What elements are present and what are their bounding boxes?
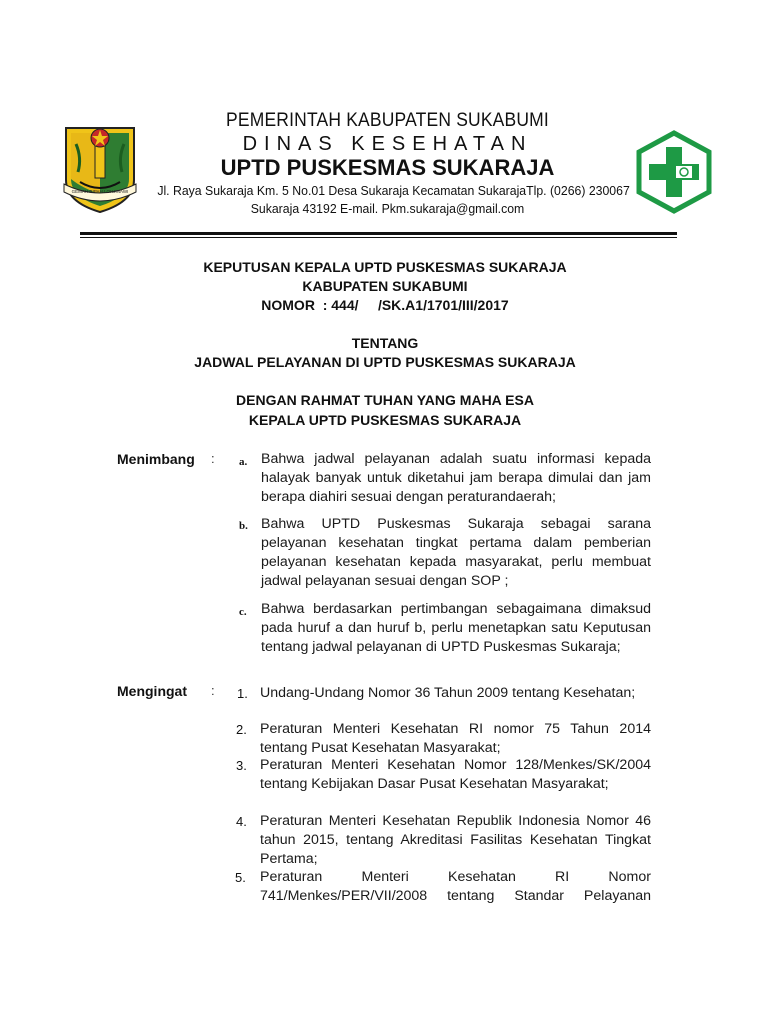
mengingat-colon: : <box>211 683 215 698</box>
government-name: PEMERINTAH KABUPATEN SUKABUMI <box>226 110 549 131</box>
legal-basis-3: Peraturan Menteri Kesehatan Nomor 128/Menkes/SK/2004 tentang Kebijakan Dasar Pusat Kesehatan Masyarakat; <box>260 757 651 792</box>
decree-regency: KABUPATEN SUKABUMI <box>302 278 468 294</box>
legal-basis-number: 4. <box>236 814 247 829</box>
letterhead-divider-thin <box>80 237 677 238</box>
about-label: TENTANG <box>351 335 419 351</box>
decree-title: KEPUTUSAN KEPALA UPTD PUSKESMAS SUKARAJA <box>203 259 567 275</box>
legal-basis-number: 3. <box>236 758 247 773</box>
consideration-c: Bahwa berdasarkan pertimbangan sebagaimana dimaksud pada huruf a dan huruf b, perlu menetapkan satu Keputusan tentang jadwal pelayanan di UPTD Puskesmas Sukaraja; <box>261 601 651 655</box>
consideration-marker: a. <box>239 456 248 468</box>
grace-formula: DENGAN RAHMAT TUHAN YANG MAHA ESA <box>236 392 534 408</box>
decree-number: NOMOR : 444/ /SK.A1/1701/III/2017 <box>261 297 509 313</box>
legal-basis-5: Peraturan Menteri Kesehatan RI Nomor 741/Menkes/PER/VII/2008 tentang Standar Pelayanan <box>260 869 651 904</box>
menimbang-label: Menimbang <box>117 451 195 467</box>
legal-basis-4: Peraturan Menteri Kesehatan Republik Indonesia Nomor 46 tahun 2015, tentang Akreditasi Fasilitas Kesehatan Tingkat Pertama; <box>260 813 651 867</box>
unit-name: UPTD PUSKESMAS SUKARAJA <box>220 155 555 180</box>
menimbang-colon: : <box>211 451 215 466</box>
consideration-marker: b. <box>239 520 248 532</box>
address-line-1: Jl. Raya Sukaraja Km. 5 No.01 Desa Sukaraja Kecamatan SukarajaTlp. (0266) 230067 <box>157 183 630 198</box>
puskesmas-logo <box>636 130 712 214</box>
mengingat-label: Mengingat <box>117 683 187 699</box>
legal-basis-1: Undang-Undang Nomor 36 Tahun 2009 tentang Kesehatan; <box>260 685 636 701</box>
legal-basis-number: 2. <box>236 722 247 737</box>
consideration-b: Bahwa UPTD Puskesmas Sukaraja sebagai sarana pelayanan kesehatan tingkat pertama dalam pemberian pelayanan kesehatan kepada masyarakat, perlu membuat jadwal pelayanan sesuai dengan SOP ; <box>261 516 651 589</box>
sukabumi-regency-emblem <box>62 124 138 214</box>
letterhead-divider <box>80 232 677 235</box>
legal-basis-2: Peraturan Menteri Kesehatan RI nomor 75 Tahun 2014 tentang Pusat Kesehatan Masyarakat; <box>260 721 651 756</box>
address-line-2: Sukaraja 43192 E-mail. Pkm.sukaraja@gmail.com <box>250 201 525 216</box>
legal-basis-number: 1. <box>237 686 248 701</box>
emblem-motto-text: GEMAH RIPAH LOHJINAWI <box>71 189 129 194</box>
consideration-a: Bahwa jadwal pelayanan adalah suatu informasi kepada halayak banyak untuk diketahui jam berapa dimulai dan jam berapa diahiri sesuai dengan peraturandaerah; <box>261 451 651 505</box>
official-title: KEPALA UPTD PUSKESMAS SUKARAJA <box>248 412 522 428</box>
legal-basis-number: 5. <box>235 870 246 885</box>
decree-subject: JADWAL PELAYANAN DI UPTD PUSKESMAS SUKARAJA <box>194 354 576 370</box>
agency-name: DINAS KESEHATAN <box>242 133 533 155</box>
consideration-marker: c. <box>239 606 247 618</box>
